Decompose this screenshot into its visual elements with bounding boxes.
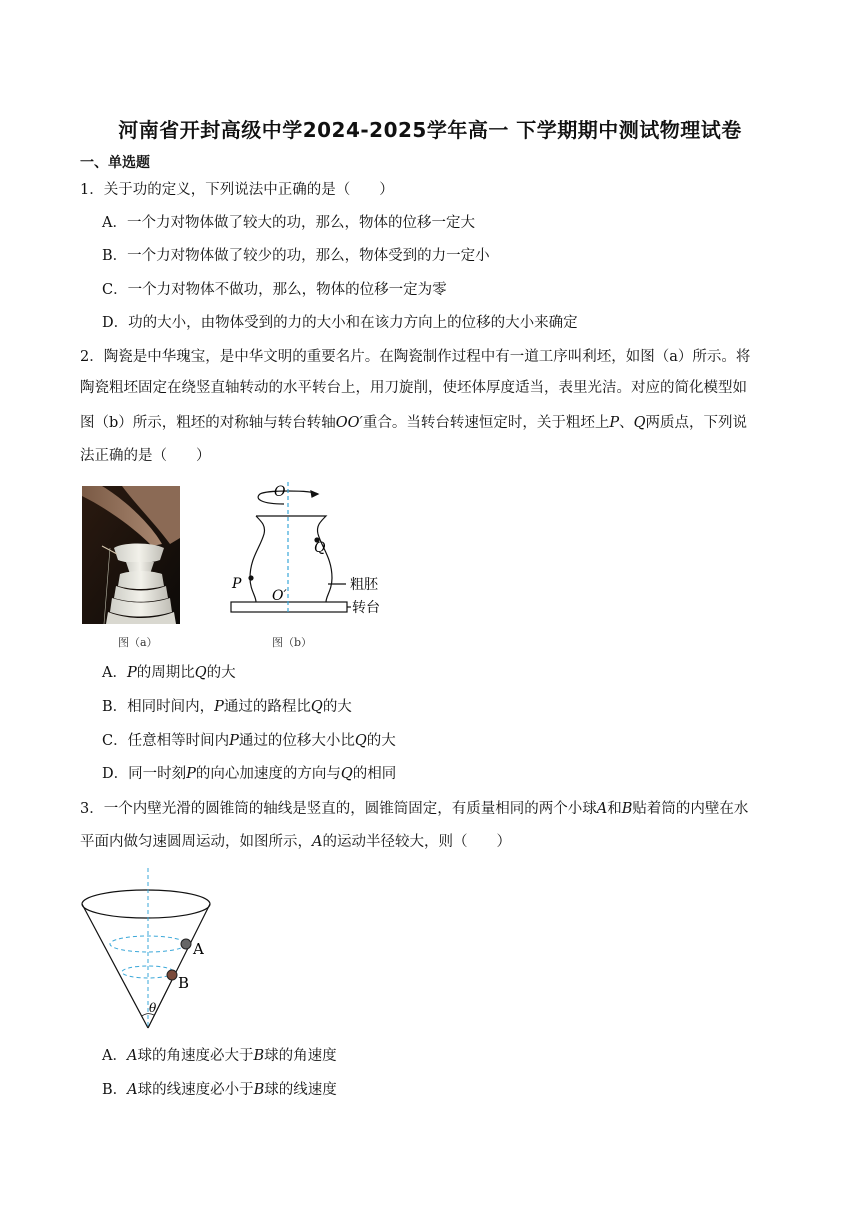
svg-text:θ: θ xyxy=(149,1001,157,1015)
q3-stem-line1: 3．一个内壁光滑的圆锥筒的轴线是竖直的，圆锥筒固定，有质量相同的两个小球A和B贴着筒的内壁在水 xyxy=(80,801,749,817)
page-title: 河南省开封高级中学2024-2025学年高一 下学期期中测试物理试卷 xyxy=(118,118,742,142)
q1-option-c: C．一个力对物体不做功，那么，物体的位移一定为零 xyxy=(102,282,447,298)
q3-option-b: B．A球的线速度必小于B球的线速度 xyxy=(102,1082,337,1098)
q1-stem: 1．关于功的定义，下列说法中正确的是（ ） xyxy=(80,182,394,198)
q2-stem-line2: 陶瓷粗坯固定在绕竖直轴转动的水平转台上，用刀旋削，使坯体厚度适当，表里光洁。对应的简化模型如 xyxy=(80,380,747,396)
section-heading: 一、单选题 xyxy=(80,155,150,171)
q2-option-b: B．相同时间内，P通过的路程比Q的大 xyxy=(102,699,352,715)
q2-stem-line4: 法正确的是（ ） xyxy=(80,448,211,464)
q2-option-a: A．P的周期比Q的大 xyxy=(102,665,236,681)
svg-text:P: P xyxy=(232,576,242,592)
figure-a-caption: 图（a） xyxy=(118,636,158,649)
ball-a xyxy=(181,939,191,949)
q2-option-d: D．同一时刻P的向心加速度的方向与Q的相同 xyxy=(102,766,397,782)
svg-text:转台: 转台 xyxy=(352,600,380,616)
q3-stem-line2: 平面内做匀速圆周运动，如图所示，A的运动半径较大，则（ ） xyxy=(80,834,511,850)
q2-stem-line1: 2．陶瓷是中华瑰宝，是中华文明的重要名片。在陶瓷制作过程中有一道工序叫利坯，如图（a）所示。将 xyxy=(80,349,751,365)
q3-option-a: A．A球的角速度必大于B球的角速度 xyxy=(102,1048,337,1064)
axis-label: OO′ xyxy=(335,415,363,431)
ball-b xyxy=(167,970,177,980)
pottery-photo xyxy=(82,486,180,624)
point-p xyxy=(248,575,253,580)
svg-text:O: O xyxy=(274,484,286,500)
svg-text:Q: Q xyxy=(314,540,326,556)
svg-text:O′: O′ xyxy=(272,588,287,604)
q1-option-d: D．功的大小，由物体受到的力的大小和在该力方向上的位移的大小来确定 xyxy=(102,315,578,331)
q2-stem-line3: 图（b）所示，粗坯的对称轴与转台转轴OO′重合。当转台转速恒定时，关于粗坯上P、Q两质点，下列说 xyxy=(80,415,748,431)
svg-text:A: A xyxy=(193,940,204,958)
svg-text:粗胚: 粗胚 xyxy=(350,577,378,593)
q2-option-c: C．任意相等时间内P通过的位移大小比Q的大 xyxy=(102,733,396,749)
cone-diagram xyxy=(80,868,220,1032)
vase-diagram xyxy=(222,482,392,624)
svg-text:B: B xyxy=(178,974,190,992)
cone-rim xyxy=(82,890,210,918)
figure-b-caption: 图（b） xyxy=(272,636,313,649)
q1-option-b: B．一个力对物体做了较少的功，那么，物体受到的力一定小 xyxy=(102,248,490,264)
q1-option-a: A．一个力对物体做了较大的功，那么，物体的位移一定大 xyxy=(102,215,475,231)
